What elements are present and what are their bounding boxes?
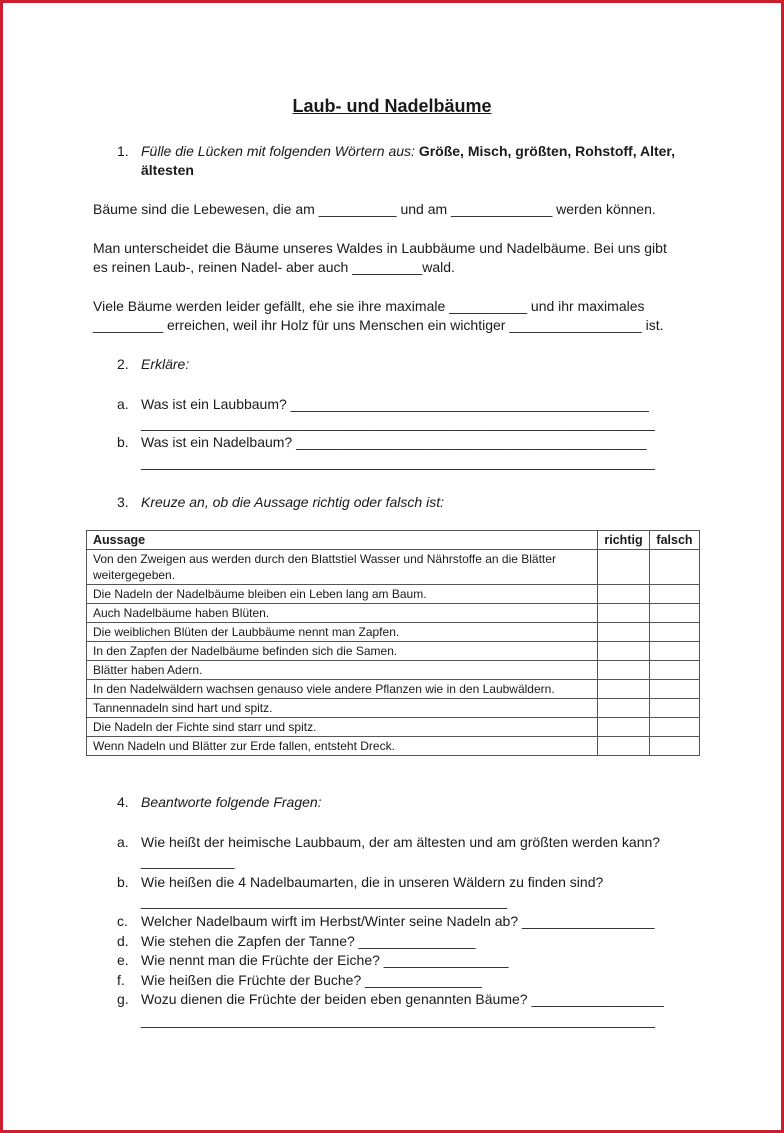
task4-c-label: c. (117, 913, 128, 929)
statement-cell: Die Nadeln der Fichte sind starr und spitz. (87, 718, 598, 737)
task1-instruction (141, 142, 675, 161)
false-checkbox-cell[interactable] (650, 699, 700, 718)
table-row (87, 550, 700, 585)
task4-number: 4. (117, 794, 129, 810)
statement-cell: In den Nadelwäldern wachsen genauso viele andere Pflanzen wie in den Laubwäldern. (87, 680, 598, 699)
statement-cell: In den Zapfen der Nadelbäume befinden sich die Samen. (87, 642, 598, 661)
task4-f-label: f. (117, 972, 125, 988)
false-checkbox-cell[interactable] (650, 585, 700, 604)
true-checkbox-cell[interactable] (598, 737, 650, 756)
table-row (87, 699, 700, 718)
task2-a-label: a. (117, 396, 129, 412)
true-checkbox-cell[interactable] (598, 718, 650, 737)
table-row (87, 642, 700, 661)
task1-word-list-cont: ältesten (141, 162, 194, 178)
false-checkbox-cell[interactable] (650, 623, 700, 642)
true-false-table (86, 530, 700, 756)
task4-b-question: Wie heißen die 4 Nadelbaumarten, die in unseren Wäldern zu finden sind? (141, 874, 604, 890)
false-checkbox-cell[interactable] (650, 604, 700, 623)
statement-cell: Tannennadeln sind hart und spitz. (87, 699, 598, 718)
statement-cell: Wenn Nadeln und Blätter zur Erde fallen, entsteht Dreck. (87, 737, 598, 756)
table-row (87, 585, 700, 604)
task4-e-label: e. (117, 952, 129, 968)
task1-number: 1. (117, 143, 129, 159)
task4-g-label: g. (117, 991, 129, 1007)
paragraph-3-line-2: _________ erreichen, weil ihr Holz für uns Menschen ein wichtiger _________________ ist. (93, 317, 664, 333)
true-checkbox-cell[interactable] (598, 661, 650, 680)
task4-d-label: d. (117, 933, 129, 949)
worksheet-title: Laub- und Nadelbäume (292, 96, 492, 116)
task2-number: 2. (117, 356, 129, 372)
false-checkbox-cell[interactable] (650, 550, 700, 585)
statement-cell: Die Nadeln der Nadelbäume bleiben ein Leben lang am Baum. (87, 585, 598, 604)
column-header-statement: Aussage (87, 531, 598, 550)
task2-b-answer-line: __________________________________________________________________ (141, 454, 655, 470)
task4-a-question: Wie heißt der heimische Laubbaum, der am ältesten und am größten werden kann? (141, 834, 661, 850)
true-checkbox-cell[interactable] (598, 699, 650, 718)
false-checkbox-cell[interactable] (650, 737, 700, 756)
task4-d-question: Wie stehen die Zapfen der Tanne? _______________ (141, 933, 476, 949)
statement-cell: Die weiblichen Blüten der Laubbäume nennt man Zapfen. (87, 623, 598, 642)
task2-heading: Erkläre: (141, 356, 190, 372)
false-checkbox-cell[interactable] (650, 642, 700, 661)
paragraph-3-line-1: Viele Bäume werden leider gefällt, ehe sie ihre maximale __________ und ihr maximales (93, 298, 645, 314)
task1-intro: Fülle die Lücken mit folgenden Wörtern aus: (141, 143, 415, 159)
table-header-row (87, 531, 700, 550)
false-checkbox-cell[interactable] (650, 718, 700, 737)
true-checkbox-cell[interactable] (598, 585, 650, 604)
task4-a-answer-line: ____________ (141, 853, 235, 869)
table-row (87, 737, 700, 756)
true-checkbox-cell[interactable] (598, 642, 650, 661)
column-header-false: falsch (650, 531, 700, 550)
paragraph-1: Bäume sind die Lebewesen, die am __________ und am _____________ werden können. (93, 201, 656, 217)
task4-a-label: a. (117, 834, 129, 850)
true-checkbox-cell[interactable] (598, 623, 650, 642)
task4-c-question: Welcher Nadelbaum wirft im Herbst/Winter seine Nadeln ab? _________________ (141, 913, 655, 929)
task4-f-question: Wie heißen die Früchte der Buche? _______________ (141, 972, 482, 988)
table-row (87, 623, 700, 642)
task2-b-label: b. (117, 434, 129, 450)
false-checkbox-cell[interactable] (650, 661, 700, 680)
false-checkbox-cell[interactable] (650, 680, 700, 699)
task2-b-question: Was ist ein Nadelbaum? _____________________________________________ (141, 434, 647, 450)
task4-g-answer-line: __________________________________________________________________ (141, 1012, 655, 1028)
task4-b-answer-line: _______________________________________________ (141, 893, 507, 909)
table-row (87, 604, 700, 623)
table-row (87, 680, 700, 699)
true-checkbox-cell[interactable] (598, 550, 650, 585)
true-checkbox-cell[interactable] (598, 680, 650, 699)
task4-e-question: Wie nennt man die Früchte der Eiche? ________________ (141, 952, 509, 968)
statement-cell: Von den Zweigen aus werden durch den Blattstiel Wasser und Nährstoffe an die Blätter weitergegeben. (87, 550, 598, 585)
statement-cell: Auch Nadelbäume haben Blüten. (87, 604, 598, 623)
paragraph-2-line-1: Man unterscheidet die Bäume unseres Waldes in Laubbäume und Nadelbäume. Bei uns gibt (93, 240, 667, 256)
task3-heading: Kreuze an, ob die Aussage richtig oder falsch ist: (141, 494, 444, 510)
task2-a-answer-line: __________________________________________________________________ (141, 415, 655, 431)
column-header-true: richtig (598, 531, 650, 550)
task3-number: 3. (117, 494, 129, 510)
task4-b-label: b. (117, 874, 129, 890)
paragraph-2-line-2: es reinen Laub-, reinen Nadel- aber auch _________wald. (93, 259, 455, 275)
task2-a-question: Was ist ein Laubbaum? ______________________________________________ (141, 396, 649, 412)
table-row (87, 661, 700, 680)
true-checkbox-cell[interactable] (598, 604, 650, 623)
table-row (87, 718, 700, 737)
statement-cell: Blätter haben Adern. (87, 661, 598, 680)
task4-g-question: Wozu dienen die Früchte der beiden eben genannten Bäume? _________________ (141, 991, 664, 1007)
task1-word-list: Größe, Misch, größten, Rohstoff, Alter, (418, 143, 675, 159)
task4-heading: Beantworte folgende Fragen: (141, 794, 322, 810)
